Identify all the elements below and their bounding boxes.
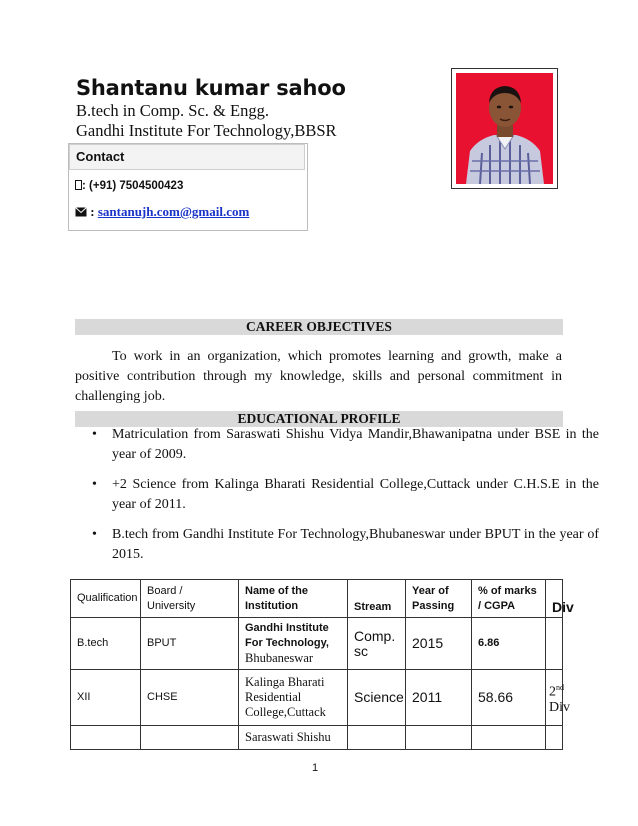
cell-year: 2015 <box>406 618 472 670</box>
contact-box <box>68 143 308 231</box>
phone-line <box>75 180 183 192</box>
cell-div <box>546 726 563 750</box>
header-stream: Stream <box>348 580 406 618</box>
cell-year: 2011 <box>406 670 472 726</box>
cell-institution: Saraswati Shishu <box>239 726 348 750</box>
institute-line: Gandhi Institute For Technology,BBSR <box>76 121 337 140</box>
degree-line: B.tech in Comp. Sc. & Engg. <box>76 101 269 120</box>
email-separator: : <box>87 204 98 219</box>
phone-number: : (+91) 7504500423 <box>82 180 184 192</box>
cell-qualification: B.tech <box>71 618 141 670</box>
cell-stream: Science <box>348 670 406 726</box>
phone-icon <box>75 180 82 190</box>
cell-board: BPUT <box>141 618 239 670</box>
candidate-name: Shantanu kumar sahoo <box>76 76 346 100</box>
cell-board <box>141 726 239 750</box>
email-link[interactable]: santanujh.com@gmail.com <box>97 204 250 219</box>
page-number: 1 <box>312 762 319 774</box>
qualification-table <box>70 579 574 750</box>
list-item: • B.tech from Gandhi Institute For Technology,Bhubaneswar under BPUT in the year of 2015. <box>112 525 599 565</box>
educational-profile-heading: EDUCATIONAL PROFILE <box>75 411 563 427</box>
list-item: • +2 Science from Kalinga Bharati Residential College,Cuttack under C.H.S.E in the year of 2011. <box>112 475 599 515</box>
table-header-row <box>71 580 563 618</box>
table-row <box>71 670 563 726</box>
cell-year <box>406 726 472 750</box>
cell-div <box>546 618 563 670</box>
profile-photo <box>451 68 558 189</box>
cell-marks: 6.86 <box>472 618 546 670</box>
header-marks: % of marks / CGPA <box>472 580 546 618</box>
header-div: Div <box>546 580 563 618</box>
list-item: • Matriculation from Saraswati Shishu Vidya Mandir,Bhawanipatna under BSE in the year of 2009. <box>112 425 599 465</box>
contact-heading: Contact <box>69 144 305 170</box>
table-row <box>71 726 563 750</box>
education-list <box>75 425 599 575</box>
cell-marks: 58.66 <box>472 670 546 726</box>
header-board: Board / University <box>141 580 239 618</box>
cell-qualification: XII <box>71 670 141 726</box>
cell-marks <box>472 726 546 750</box>
header-year: Year of Passing <box>406 580 472 618</box>
envelope-icon <box>75 205 87 221</box>
cell-board: CHSE <box>141 670 239 726</box>
cell-stream <box>348 726 406 750</box>
table-row <box>71 618 563 670</box>
header-qualification: Qualification <box>71 580 141 618</box>
cell-stream: Comp. sc <box>348 618 406 670</box>
cell-qualification <box>71 726 141 750</box>
email-line <box>75 204 249 221</box>
career-objectives-heading: CAREER OBJECTIVES <box>75 319 563 335</box>
cell-div: 2nd Div <box>546 670 563 726</box>
cell-institution: Gandhi Institute For Technology, Bhubaneswar <box>239 618 348 670</box>
cell-institution: Kalinga Bharati Residential College,Cuttack <box>239 670 348 726</box>
career-objectives-text: To work in an organization, which promotes learning and growth, make a positive contribution through my knowledge, skills and personal commitment in challenging job. <box>75 349 562 404</box>
header-institution: Name of the Institution <box>239 580 348 618</box>
